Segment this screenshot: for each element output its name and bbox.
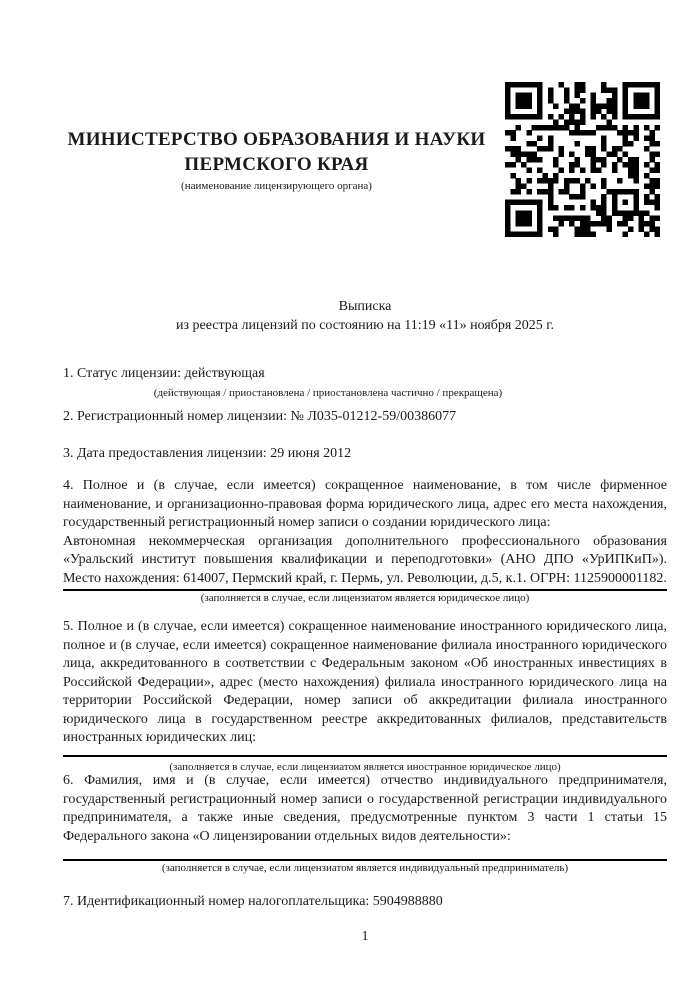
- legal-entity-value: Автономная некоммерческая организация дополнительного профессионального образования «Уральский институт повышения квалификации и переподготовки» (АНО ДПО «УрИПКиП»). Место нахождения: 614007, Пермский край, г. Пермь, ул. Революции, д.5, к.1. ОГРН: 1125900001182.: [63, 533, 667, 586]
- legal-entity-caption: (заполняется в случае, если лицензиатом является юридическое лицо): [200, 592, 530, 604]
- legal-entity-label: 4. Полное и (в случае, если имеется) сокращенное наименование, в том числе фирменное наименование, и организационно-правовая форма юридического лица, адрес его места нахождения, государственный регистрационный номер записи о создании юридического лица:: [63, 478, 667, 530]
- license-status-text: 1. Статус лицензии: действующая: [63, 366, 265, 381]
- ministry-caption: (наименование лицензирующего органа): [181, 180, 372, 192]
- foreign-entity-label: 5. Полное и (в случае, если имеется) сокращенное наименование иностранного юридического лица, полное и (в случае, если имеется) сокращенное наименование филиала иностранного юридического лица, аккредитованного в соответствии с Федеральным законом «Об иностранных инвестициях в Российской Федерации», адрес (место нахождения) филиала иностранного юридического лица на территории Российской Федерации, номер записи об аккредитации филиала иностранного юридического лица в государственном реестре аккредитованных филиалов, представительств иностранных юридических лиц:: [63, 619, 667, 745]
- page-number: 1: [361, 929, 369, 944]
- individual-entrepreneur-label: 6. Фамилия, имя и (в случае, если имеется) отчество индивидуального предпринимателя, государственный регистрационный номер записи о государственной регистрации индивидуального предпринимателя, а также иные сведения, предусмотренные пунктом 3 части 1 статьи 15 Федерального закона «О лицензировании отдельных видов деятельности»:: [63, 773, 667, 844]
- individual-entrepreneur-caption: (заполняется в случае, если лицензиатом является индивидуальный предприниматель): [161, 862, 569, 874]
- ministry-name-line2: ПЕРМСКОГО КРАЯ: [184, 154, 369, 175]
- document-title-line2: из реестра лицензий по состоянию на 11:19 «11» ноября 2025 г.: [176, 317, 554, 333]
- qr-code-icon: [505, 82, 660, 237]
- section-registration-number: [63, 408, 667, 427]
- section-foreign-entity: [63, 618, 667, 774]
- individual-entrepreneur-blank-field: [63, 859, 667, 861]
- section-license-status: [63, 365, 667, 400]
- license-status-caption: (действующая / приостановлена / приостановлена частично / прекращена): [153, 386, 503, 399]
- taxpayer-number-text: 7. Идентификационный номер налогоплательщика: 5904988880: [63, 894, 443, 909]
- ministry-header: [63, 127, 490, 193]
- foreign-entity-caption: (заполняется в случае, если лицензиатом является иностранное юридическое лицо): [169, 760, 561, 773]
- section-taxpayer-number: [63, 893, 667, 912]
- legal-entity-underline: [63, 589, 667, 591]
- registration-number-text: 2. Регистрационный номер лицензии: № Л035-01212-59/00386077: [63, 409, 457, 424]
- section-individual-entrepreneur: [63, 772, 667, 875]
- ministry-name-line1: МИНИСТЕРСТВО ОБРАЗОВАНИЯ И НАУКИ: [67, 129, 486, 150]
- foreign-entity-blank-field: [63, 755, 667, 757]
- section-grant-date: [63, 445, 667, 464]
- document-title: [63, 298, 667, 335]
- grant-date-text: 3. Дата предоставления лицензии: 29 июня 2012: [63, 446, 352, 461]
- section-legal-entity: [63, 477, 667, 605]
- document-title-line1: Выписка: [338, 299, 392, 314]
